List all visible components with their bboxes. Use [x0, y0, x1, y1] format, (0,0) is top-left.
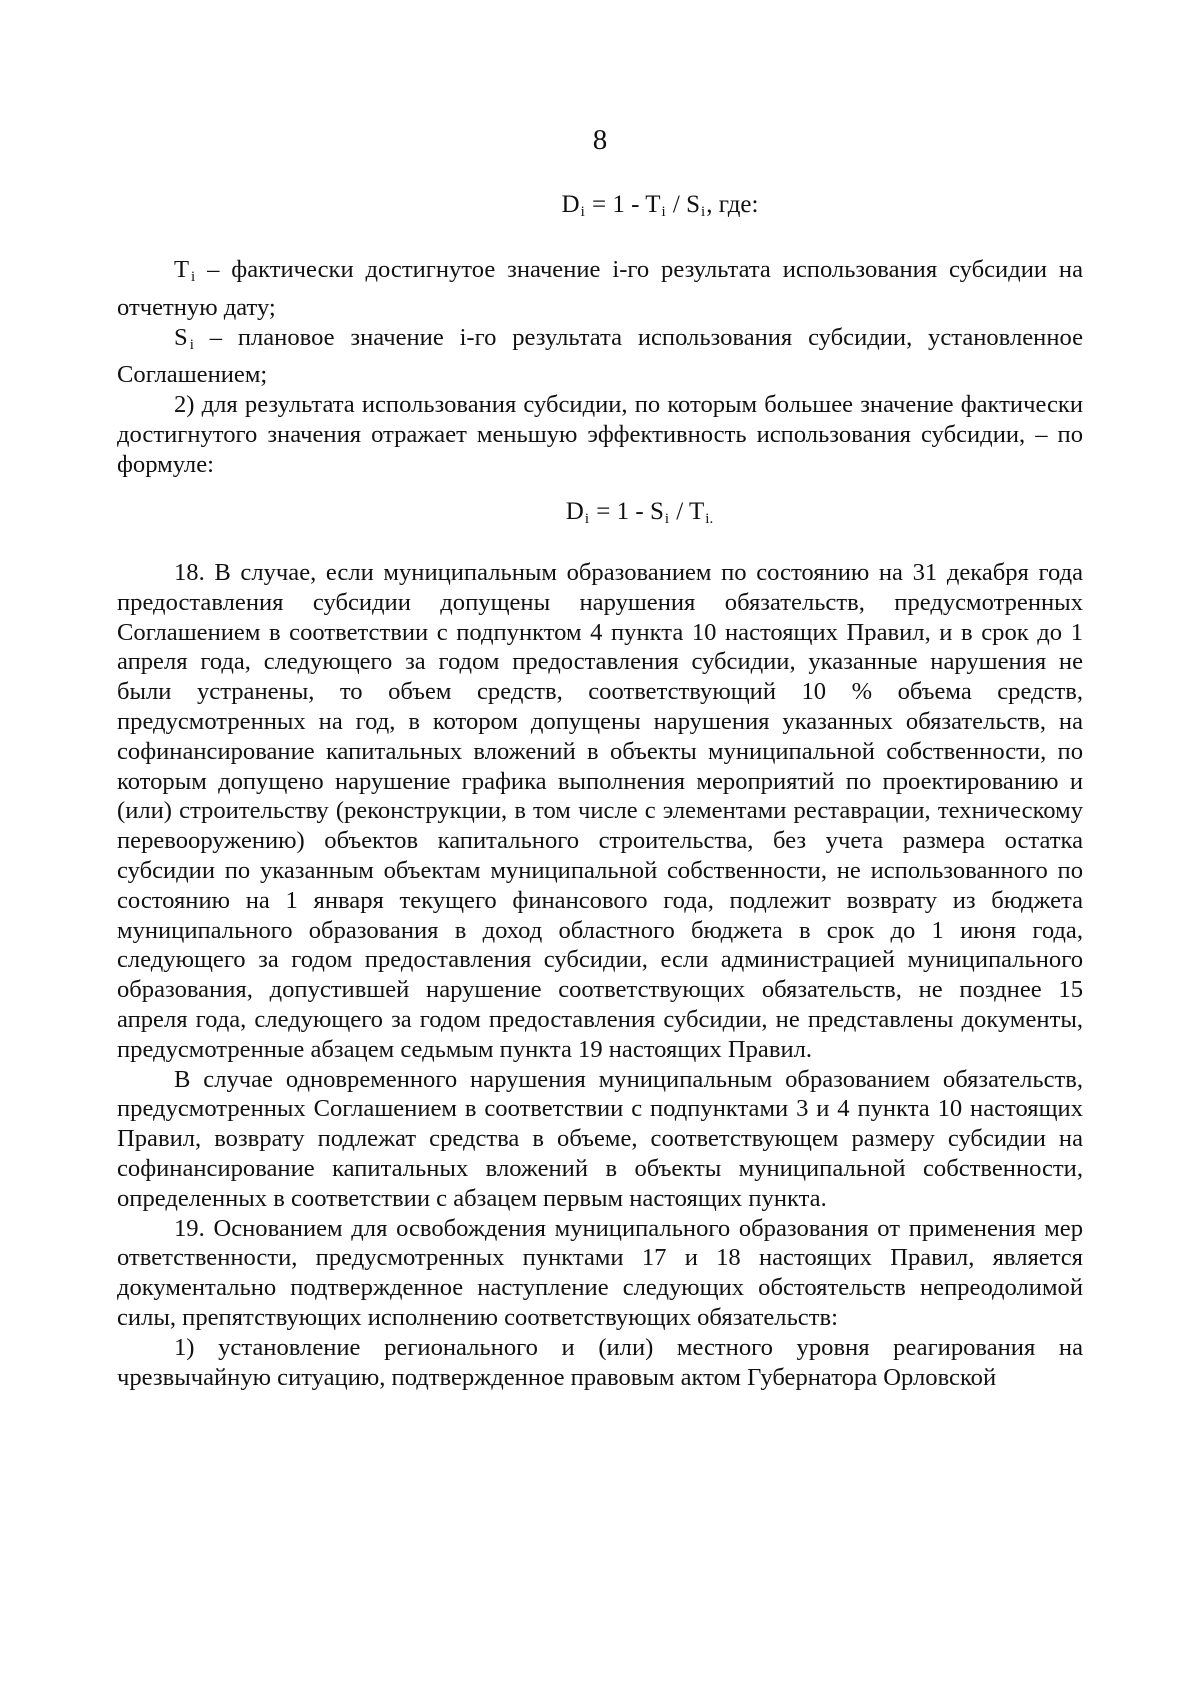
formula-symbol: D — [561, 191, 580, 218]
formula-di-first — [60, 192, 1200, 220]
formula-di-second — [40, 499, 1200, 527]
definition-si — [117, 323, 1083, 391]
symbol-subscript: i — [191, 269, 196, 285]
symbol-s: S — [174, 323, 188, 351]
page-number: 8 — [592, 124, 608, 156]
symbol-subscript: i — [189, 336, 194, 353]
paragraph-19: 19. Основанием для освобождения муниципального образования от применения мер ответственности, предусмотренных пунктами 17 и 18 настоящих Правил, является документально подтвержденное наступление следующих обстоятельств непреодолимой силы, препятствующих исполнению соответствующих обязательств: — [117, 1214, 1083, 1331]
definition-ti — [117, 255, 1083, 323]
definition-text: – фактически достигнутое значение i-го результата использования субсидии на отчетную дату; — [117, 256, 1083, 321]
formula-text: = 1 - T — [585, 191, 661, 218]
paragraph-18: 18. В случае, если муниципальным образованием по состоянию на 31 декабря года предоставления субсидии допущены нарушения обязательств, предусмотренных Соглашением в соответствии с подпунктом 4 пункта 10 настоящих Правил, и в срок до 1 апреля года, следующего за годом предоставления субсидии, указанные нарушения не были устранены, то объем средств, соответствующий 10 % объема средств, предусмотренных на год, в котором допущены нарушения указанных обязательств, на софинансирование капитальных вложений в объекты муниципальной собственности, по которым допущено нарушение графика выполнения мероприятий по проектированию и (или) строительству (реконструкции, в том числе с элементами реставрации, техническому перевооружению) объектов капитального строительства, без учета размера остатка субсидии по указанным объектам муниципальной собственности, не использованного по состоянию на 1 января текущего финансового года, подлежит возврату из бюджета муниципального образования в доход областного бюджета в срок до 1 июня года, следующего за годом предоставления субсидии, если администрацией муниципального образования, допустившей нарушение соответствующих обязательств, не позднее 15 апреля года, следующего за годом предоставления субсидии, не представлены документы, предусмотренные абзацем седьмым пункта 19 настоящих Правил. — [117, 559, 1083, 1063]
paragraph-19-item-1: 1) установление регионального и (или) местного уровня реагирования на чрезвычайную ситуацию, подтвержденное правовым актом Губернатора Орловской — [117, 1333, 1083, 1391]
formula-text: / T — [670, 498, 705, 525]
formula-symbol: D — [565, 498, 584, 525]
main-text-block — [117, 558, 1083, 1392]
formula-subscript: i — [661, 204, 666, 220]
symbol-t: T — [174, 256, 190, 283]
formula-subscript: i. — [705, 511, 714, 527]
formula-text: / S — [666, 191, 701, 218]
item-2-paragraph: 2) для результата использования субсидии, по которым большее значение фактически достигнутого значения отражает меньшую эффективность использования субсидии, – по формуле: — [117, 391, 1083, 478]
formula-text: , где: — [706, 191, 759, 218]
formula-subscript: i — [701, 204, 706, 220]
formula-subscript: i — [580, 204, 585, 220]
definition-text: – плановое значение i-го результата использования субсидии, установленное Соглашением; — [117, 323, 1083, 389]
formula-text: = 1 - S — [590, 498, 664, 525]
formula-subscript: i — [664, 511, 670, 527]
formula-subscript: i — [584, 511, 590, 527]
definitions-block — [117, 255, 1083, 480]
paragraph-simultaneous-violation: В случае одновременного нарушения муниципальным образованием обязательств, предусмотренных Соглашением в соответствии с подпунктами 3 и 4 пункта 10 настоящих Правил, возврату подлежат средства в объеме, соответствующем размеру субсидии на софинансирование капитальных вложений в объекты муниципальной собственности, определенных в соответствии с абзацем первым настоящих пункта. — [117, 1065, 1083, 1212]
